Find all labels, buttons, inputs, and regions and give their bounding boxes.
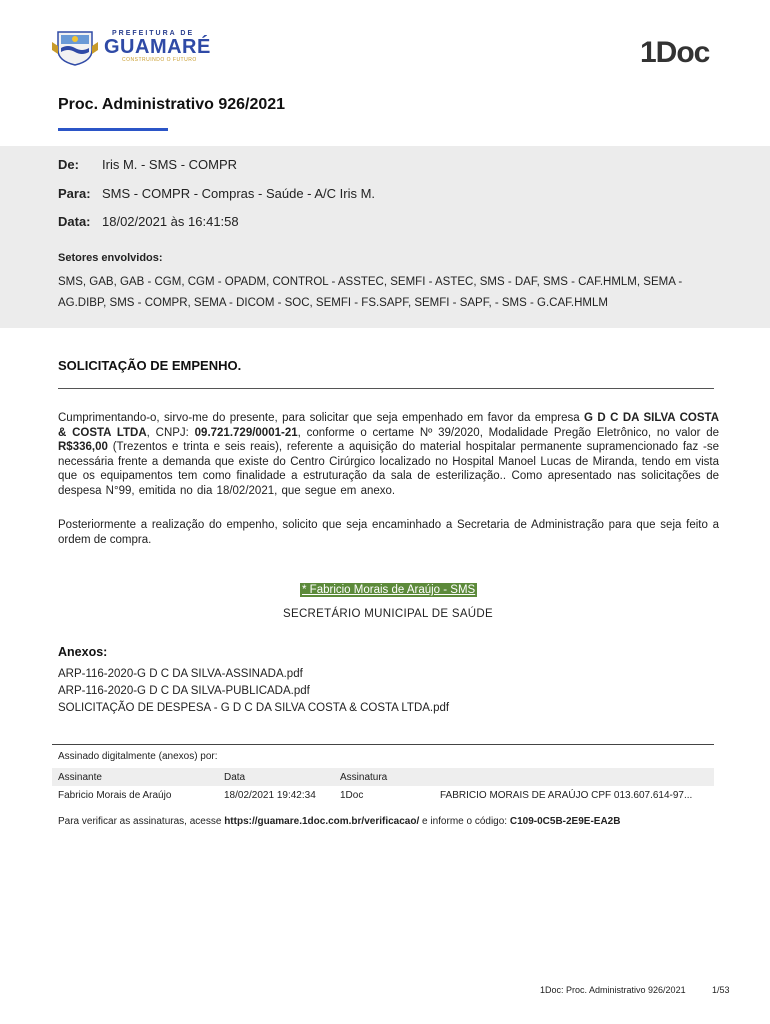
p1-text-c: , conforme o certame Nº 39/2020, Modalidade Pregão Eletrônico, no valor de [297, 426, 719, 439]
col-header-signature: Assinatura [340, 772, 388, 783]
signatures-divider [52, 744, 714, 745]
coat-of-arms-icon [52, 28, 102, 66]
date-value: 18/02/2021 às 16:41:58 [102, 214, 239, 229]
signer-name-link[interactable]: * Fabricio Morais de Araújo - SMS [302, 584, 476, 596]
attachment-item[interactable]: SOLICITAÇÃO DE DESPESA - G D C DA SILVA COSTA & COSTA LTDA.pdf [58, 702, 450, 714]
logo-big-text: GUAMARÉ [104, 36, 211, 58]
to-row [58, 186, 375, 201]
from-value: Iris M. - SMS - COMPR [102, 157, 238, 172]
signature-details: FABRICIO MORAIS DE ARAÚJO CPF 013.607.614-97... [440, 790, 693, 801]
attachments-label: Anexos: [58, 645, 108, 659]
p1-cnpj: 09.721.729/0001-21 [194, 426, 298, 439]
logo-tagline: CONSTRUINDO O FUTURO [122, 57, 197, 63]
p1-company: G D C DA SILVA COSTA & COSTA LTDA [58, 412, 720, 439]
from-row [58, 157, 237, 172]
signature-date: 18/02/2021 19:42:34 [224, 790, 316, 801]
logo-small-text: PREFEITURA DE [112, 30, 195, 37]
section-title: SOLICITAÇÃO DE EMPENHO. [58, 358, 242, 373]
p1-value: R$336,00 [58, 441, 108, 453]
p1-text-b: , CNPJ: [146, 426, 195, 439]
p1-text-d: (Trezentos e trinta e seis reais), referente a aquisição do material hospitalar permanente supramencionado faz -se necessária frente a demanda que existe do Centro Cirúrgico localizado no Hospital Manoel Lucas de Miranda, tendo em vista que os equipamentos tem como finalidade a estruturação da sala de esterilização.. Como apresentado nas solicitações de despesa N°99, emitida no dia 18/02/2021, que segue em anexo. [58, 441, 719, 497]
sectors-value: SMS, GAB, GAB - CGM, CGM - OPADM, CONTROL - ASSTEC, SEMFI - ASTEC, SMS - DAF, SMS - CAF.HMLM, SEMA - AG.DIBP, SMS - COMPR, SEMA - DICOM - SOC, SEMFI - FS.SAPF, SEMFI - SAPF, - SMS - G.CAF.HMLM [58, 276, 683, 309]
section-divider [58, 388, 714, 389]
verify-text-a: Para verificar as assinaturas, acesse [58, 816, 225, 827]
verify-text-b: e informe o código: [419, 816, 510, 827]
col-header-signer: Assinante [58, 772, 102, 783]
from-label: De: [58, 157, 79, 172]
p1-text-a: Cumprimentando-o, sirvo-me do presente, para solicitar que seja empenhado em favor da empresa [58, 412, 585, 424]
verification-note [58, 816, 620, 827]
municipality-logo [52, 28, 212, 70]
title-underline [58, 128, 168, 131]
brand-logo: 1Doc [640, 36, 710, 69]
verify-url-link[interactable]: https://guamare.1doc.com.br/verificacao/ [224, 816, 420, 827]
to-value: SMS - COMPR - Compras - Saúde - A/C Iris M. [102, 186, 376, 201]
sectors-label: Setores envolvidos: [58, 252, 163, 264]
verify-code: C109-0C5B-2E9E-EA2B [509, 816, 621, 827]
paragraph-followup: Posteriormente a realização do empenho, solicito que seja encaminhado a Secretaria de Administração para que seja feito a ordem de compra. [58, 519, 719, 546]
to-label: Para: [58, 186, 91, 201]
signatures-label: Assinado digitalmente (anexos) por: [58, 751, 218, 762]
col-header-date: Data [224, 772, 246, 783]
signer-role: SECRETÁRIO MUNICIPAL DE SAÚDE [283, 608, 493, 620]
signature-signer: Fabricio Morais de Araújo [58, 790, 172, 801]
attachment-item[interactable]: ARP-116-2020-G D C DA SILVA-PUBLICADA.pdf [58, 685, 310, 697]
signature-method: 1Doc [340, 790, 364, 801]
date-row [58, 214, 239, 229]
footer-page-number: 1/53 [712, 985, 730, 995]
date-label: Data: [58, 214, 91, 229]
attachment-item[interactable]: ARP-116-2020-G D C DA SILVA-ASSINADA.pdf [58, 668, 303, 680]
paragraph-request [58, 411, 719, 498]
page-title: Proc. Administrativo 926/2021 [58, 96, 286, 113]
footer-doc-ref: 1Doc: Proc. Administrativo 926/2021 [540, 985, 686, 995]
